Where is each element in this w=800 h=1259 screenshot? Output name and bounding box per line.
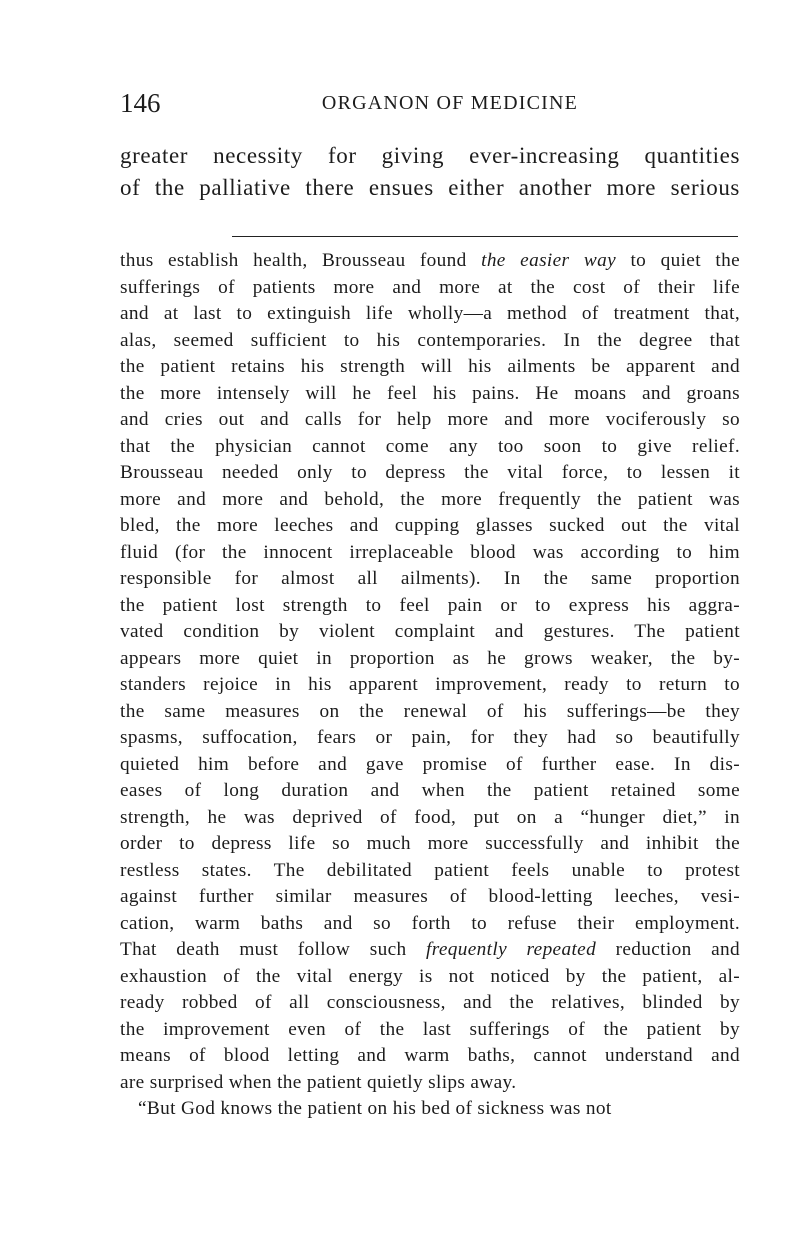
footnote-line: fluid (for the innocent irreplaceable blood was according to him (120, 541, 740, 563)
footnote-line: the patient lost strength to feel pain or to express his aggra- (120, 594, 740, 616)
footnote-line: sufferings of patients more and more at the cost of their life (120, 276, 740, 298)
footnote-divider (232, 236, 738, 237)
footnote-line: and cries out and calls for help more and more vociferously so (120, 409, 740, 430)
footnote-line: strength, he was deprived of food, put on a “hunger diet,” in (120, 806, 740, 828)
main-text-line: of the palliative there ensues either another more serious (120, 175, 740, 200)
footnote-line: the more intensely will he feel his pains. He moans and groans (120, 382, 740, 404)
main-text-line: greater necessity for giving ever-increasing quantities (120, 143, 740, 168)
footnote-line: exhaustion of the vital energy is not noticed by the patient, al- (120, 965, 740, 987)
footnote-line: ready robbed of all consciousness, and the relatives, blinded by (120, 992, 740, 1013)
footnote-line: responsible for almost all ailments). In the same proportion (120, 568, 740, 589)
footnote-line: appears more quiet in proportion as he grows weaker, the by- (120, 647, 740, 669)
footnote-line: thus establish health, Brousseau found the easier way to quiet the (120, 250, 740, 271)
footnote-line: Brousseau needed only to depress the vital force, to lessen it (120, 462, 740, 483)
footnote-line: the patient retains his strength will his ailments be apparent and (120, 356, 740, 377)
main-text (120, 140, 740, 204)
footnote-line: “But God knows the patient on his bed of sickness was not (138, 1098, 612, 1119)
footnote-line: vated condition by violent complaint and gestures. The patient (120, 621, 740, 642)
running-head: ORGANON OF MEDICINE (321, 92, 579, 114)
footnote-line: spasms, suffocation, fears or pain, for they had so beautifully (120, 727, 740, 748)
footnote-line: means of blood letting and warm baths, cannot understand and (120, 1045, 740, 1066)
footnote-line: restless states. The debilitated patient feels unable to protest (120, 859, 740, 881)
italic-phrase: frequently repeated (426, 939, 597, 960)
footnote-line: standers rejoice in his apparent improvement, ready to return to (120, 674, 740, 695)
footnote-line: and at last to extinguish life wholly—a method of treatment that, (120, 303, 740, 324)
footnote-line: That death must follow such frequently repeated reduction and (120, 939, 741, 960)
footnote-line: cation, warm baths and so forth to refuse their employment. (120, 912, 740, 934)
page-number: 146 (120, 88, 161, 118)
footnote-line: quieted him before and gave promise of further ease. In dis- (120, 753, 740, 775)
footnote-line: are surprised when the patient quietly slips away. (120, 1071, 517, 1093)
footnote (120, 248, 740, 1123)
footnote-line: the same measures on the renewal of his sufferings—be they (120, 700, 740, 722)
page-header (120, 88, 740, 124)
footnote-line: alas, seemed sufficient to his contemporaries. In the degree that (120, 329, 740, 351)
footnote-line: the improvement even of the last sufferings of the patient by (120, 1018, 740, 1040)
italic-phrase: the easier way (481, 250, 616, 271)
footnote-line: bled, the more leeches and cupping glasses sucked out the vital (120, 515, 740, 536)
footnote-line: that the physician cannot come any too soon to give relief. (120, 435, 740, 457)
footnote-line: more and more and behold, the more frequently the patient was (120, 488, 740, 510)
footnote-line: order to depress life so much more successfully and inhibit the (120, 833, 740, 854)
footnote-line: against further similar measures of blood-letting leeches, vesi- (120, 886, 740, 907)
footnote-line: eases of long duration and when the patient retained some (120, 780, 740, 801)
